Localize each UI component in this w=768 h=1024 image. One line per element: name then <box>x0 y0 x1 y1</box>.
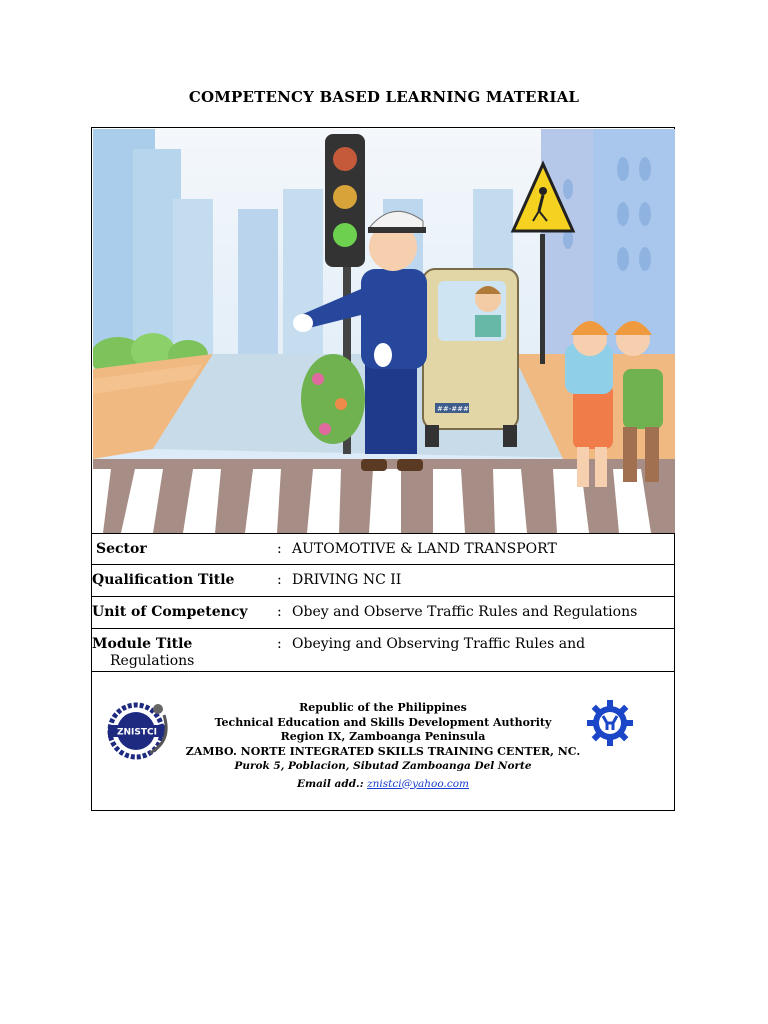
document-title: COMPETENCY BASED LEARNING MATERIAL <box>188 88 580 106</box>
module-value: Obeying and Observing Traffic Rules and <box>292 636 586 652</box>
car-icon <box>423 269 518 447</box>
sector-colon: : <box>277 541 282 557</box>
sector-label: Sector <box>96 541 147 557</box>
detail-row-sector <box>92 533 674 564</box>
traffic-scene-illustration <box>93 129 675 533</box>
cover-frame <box>91 127 675 811</box>
sector-value: AUTOMOTIVE & LAND TRANSPORT <box>292 541 557 557</box>
detail-row-module <box>92 628 674 671</box>
unit-colon: : <box>277 604 282 620</box>
unit-value: Obey and Observe Traffic Rules and Regulations <box>292 604 638 620</box>
footer-email-line <box>92 777 674 792</box>
module-colon: : <box>277 636 282 652</box>
znistci-logo-text: ZNISTCI <box>117 727 157 738</box>
email-link[interactable]: znistci@yahoo.com <box>367 777 469 790</box>
tesda-gear-icon <box>586 699 634 747</box>
detail-row-qualification <box>92 564 674 596</box>
unit-label: Unit of Competency <box>92 604 248 620</box>
footer-line-center: ZAMBO. NORTE INTEGRATED SKILLS TRAINING CENTER, NC. <box>185 744 581 758</box>
qualification-colon: : <box>277 572 282 588</box>
footer-line-republic: Republic of the Philippines <box>299 701 467 714</box>
footer-line-tesda: Technical Education and Skills Development Authority <box>214 715 552 729</box>
car-plate: ##-### <box>437 405 469 413</box>
qualification-value: DRIVING NC II <box>292 572 402 588</box>
detail-row-unit <box>92 596 674 628</box>
footer-address: Purok 5, Poblacion, Sibutad Zamboanga Del Norte <box>234 760 532 772</box>
qualification-label: Qualification Title <box>92 572 235 588</box>
email-label: Email add.: <box>297 777 364 790</box>
module-label: Module Title <box>92 636 193 652</box>
module-value-continued: Regulations <box>110 653 195 669</box>
institution-footer <box>92 671 674 812</box>
footer-line-region: Region IX, Zamboanga Peninsula <box>280 730 486 743</box>
